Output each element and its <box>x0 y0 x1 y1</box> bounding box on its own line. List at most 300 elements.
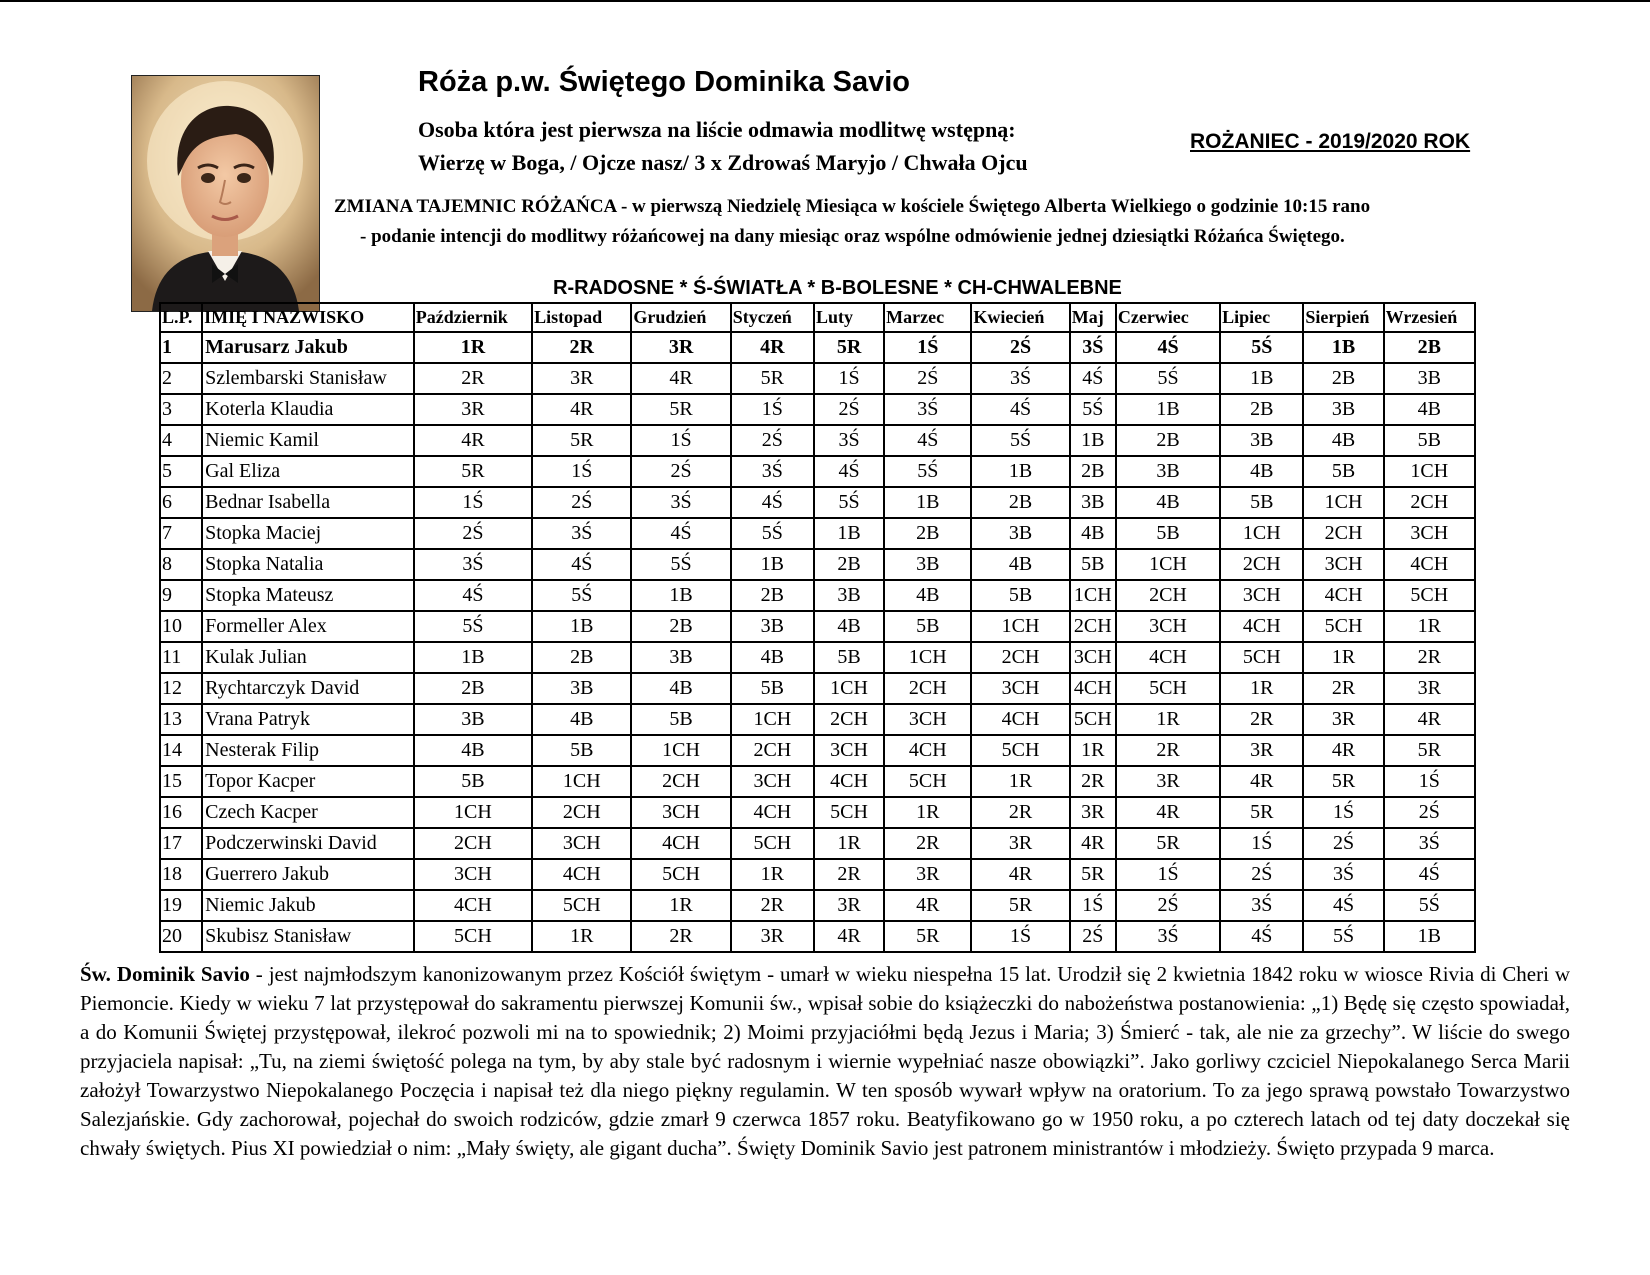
mystery-cell: 4CH <box>1384 549 1475 580</box>
mystery-cell: 5R <box>814 332 884 363</box>
mystery-cell: 3CH <box>814 735 884 766</box>
mystery-cell: 3Ś <box>532 518 631 549</box>
person-name: Stopka Maciej <box>202 518 414 549</box>
mystery-cell: 5B <box>1303 456 1383 487</box>
row-number: 8 <box>160 549 202 580</box>
person-name: Niemic Jakub <box>202 890 414 921</box>
mystery-cell: 3R <box>631 332 730 363</box>
row-number: 14 <box>160 735 202 766</box>
mystery-cell: 2R <box>731 890 814 921</box>
mystery-cell: 4B <box>731 642 814 673</box>
mystery-cell: 1CH <box>414 797 532 828</box>
person-name: Bednar Isabella <box>202 487 414 518</box>
mystery-cell: 5B <box>814 642 884 673</box>
mystery-cell: 3CH <box>1070 642 1116 673</box>
mystery-cell: 1R <box>731 859 814 890</box>
mystery-cell: 3B <box>1303 394 1383 425</box>
mystery-cell: 2R <box>631 921 730 952</box>
mystery-cell: 3R <box>1303 704 1383 735</box>
mystery-cell: 5CH <box>1220 642 1303 673</box>
mystery-cell: 2R <box>1303 673 1383 704</box>
mystery-cell: 3Ś <box>1220 890 1303 921</box>
mystery-cell: 2B <box>414 673 532 704</box>
intro-text-line-2: Wierzę w Boga, / Ojcze nasz/ 3 x Zdrowaś Maryjo / Chwała Ojcu <box>418 150 1028 175</box>
mystery-cell: 1CH <box>884 642 971 673</box>
mystery-cell: 4R <box>532 394 631 425</box>
mystery-cell: 2Ś <box>731 425 814 456</box>
mystery-cell: 4Ś <box>971 394 1069 425</box>
mystery-cell: 1B <box>1116 394 1220 425</box>
mystery-cell: 4B <box>814 611 884 642</box>
mystery-cell: 1R <box>1384 611 1475 642</box>
table-row <box>160 456 1475 487</box>
row-number: 5 <box>160 456 202 487</box>
row-number: 19 <box>160 890 202 921</box>
mystery-cell: 3B <box>1384 363 1475 394</box>
mystery-cell: 1B <box>1220 363 1303 394</box>
mystery-cell: 1Ś <box>884 332 971 363</box>
mystery-cell: 5Ś <box>1303 921 1383 952</box>
mystery-cell: 3R <box>532 363 631 394</box>
mystery-cell: 5R <box>1303 766 1383 797</box>
mystery-cell: 5R <box>631 394 730 425</box>
table-row <box>160 642 1475 673</box>
mystery-cell: 1R <box>884 797 971 828</box>
mystery-cell: 2B <box>731 580 814 611</box>
mystery-cell: 2Ś <box>1116 890 1220 921</box>
header-month: Październik <box>414 303 532 332</box>
mystery-change-note-line-1: ZMIANA TAJEMNIC RÓŻAŃCA - w pierwszą Niedzielę Miesiąca w kościele Świętego Alberta Wielkiego o godzinie 10:15 rano <box>334 196 1371 217</box>
mystery-cell: 5Ś <box>884 456 971 487</box>
mystery-cell: 5CH <box>414 921 532 952</box>
mystery-cell: 4CH <box>814 766 884 797</box>
mystery-cell: 1R <box>814 828 884 859</box>
mystery-cell: 5B <box>414 766 532 797</box>
mystery-cell: 4R <box>814 921 884 952</box>
mystery-cell: 4B <box>1116 487 1220 518</box>
mystery-cell: 1CH <box>1220 518 1303 549</box>
mystery-cell: 1CH <box>1116 549 1220 580</box>
mystery-cell: 5R <box>884 921 971 952</box>
mystery-cell: 4B <box>1070 518 1116 549</box>
mystery-cell: 2CH <box>532 797 631 828</box>
table-row <box>160 363 1475 394</box>
table-row <box>160 518 1475 549</box>
mystery-cell: 3CH <box>1116 611 1220 642</box>
mystery-cell: 4B <box>414 735 532 766</box>
mystery-cell: 3B <box>1220 425 1303 456</box>
mystery-cell: 2B <box>971 487 1069 518</box>
saint-portrait-image <box>131 75 320 312</box>
mystery-cell: 1CH <box>814 673 884 704</box>
header-month: Maj <box>1070 303 1116 332</box>
mystery-cell: 1B <box>1303 332 1383 363</box>
mystery-cell: 3B <box>971 518 1069 549</box>
mystery-cell: 2CH <box>1070 611 1116 642</box>
mystery-cell: 2Ś <box>1070 921 1116 952</box>
mystery-cell: 2Ś <box>814 394 884 425</box>
mystery-cell: 2CH <box>1116 580 1220 611</box>
mystery-cell: 1B <box>532 611 631 642</box>
mystery-cell: 2R <box>814 859 884 890</box>
mystery-cell: 5B <box>631 704 730 735</box>
mystery-cell: 5CH <box>1070 704 1116 735</box>
header-month: Lipiec <box>1220 303 1303 332</box>
mystery-cell: 1Ś <box>1116 859 1220 890</box>
mystery-cell: 2R <box>884 828 971 859</box>
mystery-cell: 5CH <box>1384 580 1475 611</box>
saint-biography <box>80 960 1570 1163</box>
mystery-cell: 1CH <box>1303 487 1383 518</box>
mystery-cell: 5Ś <box>631 549 730 580</box>
mystery-cell: 2R <box>1116 735 1220 766</box>
mystery-cell: 2B <box>532 642 631 673</box>
row-number: 9 <box>160 580 202 611</box>
mystery-cell: 3Ś <box>414 549 532 580</box>
mystery-cell: 3R <box>1384 673 1475 704</box>
mystery-cell: 3R <box>731 921 814 952</box>
mystery-cell: 4Ś <box>1303 890 1383 921</box>
row-number: 3 <box>160 394 202 425</box>
table-row <box>160 332 1475 363</box>
mystery-cell: 2Ś <box>532 487 631 518</box>
mystery-cell: 3Ś <box>1116 921 1220 952</box>
mystery-cell: 1CH <box>731 704 814 735</box>
mystery-cell: 1R <box>1220 673 1303 704</box>
header-month: Wrzesień <box>1384 303 1475 332</box>
person-name: Nesterak Filip <box>202 735 414 766</box>
mystery-cell: 3CH <box>1384 518 1475 549</box>
mystery-cell: 3B <box>631 642 730 673</box>
mystery-cell: 4Ś <box>414 580 532 611</box>
mystery-cell: 4CH <box>1303 580 1383 611</box>
header-month: Listopad <box>532 303 631 332</box>
row-number: 4 <box>160 425 202 456</box>
mystery-cell: 3CH <box>1220 580 1303 611</box>
mystery-cell: 5CH <box>631 859 730 890</box>
table-row <box>160 859 1475 890</box>
table-row <box>160 394 1475 425</box>
mystery-cell: 5R <box>1220 797 1303 828</box>
mystery-cell: 1Ś <box>1384 766 1475 797</box>
mystery-cell: 4Ś <box>731 487 814 518</box>
mystery-cell: 3Ś <box>1070 332 1116 363</box>
row-number: 7 <box>160 518 202 549</box>
mystery-cell: 2R <box>1220 704 1303 735</box>
mystery-cell: 2CH <box>1384 487 1475 518</box>
mystery-cell: 3CH <box>414 859 532 890</box>
mystery-cell: 5R <box>1070 859 1116 890</box>
mystery-cell: 4CH <box>414 890 532 921</box>
mystery-cell: 3CH <box>1303 549 1383 580</box>
mystery-change-note-line-2: - podanie intencji do modlitwy różańcowej na dany miesiąc oraz wspólne odmówienie jednej dziesiątki Różańca Świętego. <box>360 226 1345 247</box>
mystery-cell: 2Ś <box>971 332 1069 363</box>
row-number: 17 <box>160 828 202 859</box>
person-name: Gal Eliza <box>202 456 414 487</box>
header-month: Luty <box>814 303 884 332</box>
mystery-cell: 4R <box>1220 766 1303 797</box>
mystery-cell: 1Ś <box>532 456 631 487</box>
mystery-cell: 1B <box>414 642 532 673</box>
mystery-cell: 5CH <box>532 890 631 921</box>
mystery-cell: 4CH <box>1070 673 1116 704</box>
mystery-cell: 2B <box>1303 363 1383 394</box>
header-month: Grudzień <box>631 303 730 332</box>
mystery-cell: 4R <box>731 332 814 363</box>
mystery-cell: 5CH <box>731 828 814 859</box>
mystery-cell: 4B <box>1220 456 1303 487</box>
table-row <box>160 797 1475 828</box>
mystery-cell: 5B <box>971 580 1069 611</box>
table-row <box>160 890 1475 921</box>
row-number: 1 <box>160 332 202 363</box>
mystery-cell: 5Ś <box>971 425 1069 456</box>
rosary-schedule-table <box>159 302 1476 953</box>
mystery-cell: 1R <box>414 332 532 363</box>
person-name: Stopka Natalia <box>202 549 414 580</box>
person-name: Niemic Kamil <box>202 425 414 456</box>
mystery-cell: 4Ś <box>814 456 884 487</box>
mystery-cell: 1CH <box>971 611 1069 642</box>
row-number: 15 <box>160 766 202 797</box>
row-number: 20 <box>160 921 202 952</box>
table-row <box>160 549 1475 580</box>
mystery-cell: 1CH <box>1384 456 1475 487</box>
mystery-cell: 4Ś <box>1116 332 1220 363</box>
mystery-cell: 1B <box>731 549 814 580</box>
bio-saint-name: Św. Dominik Savio <box>80 962 250 986</box>
mystery-cell: 3B <box>814 580 884 611</box>
mystery-cell: 2Ś <box>1384 797 1475 828</box>
mystery-cell: 1Ś <box>971 921 1069 952</box>
mystery-cell: 1Ś <box>414 487 532 518</box>
mystery-cell: 4Ś <box>1070 363 1116 394</box>
person-name: Formeller Alex <box>202 611 414 642</box>
mystery-cell: 2R <box>1070 766 1116 797</box>
person-name: Rychtarczyk David <box>202 673 414 704</box>
table-row <box>160 425 1475 456</box>
top-border-line <box>0 0 1650 2</box>
mystery-cell: 4R <box>884 890 971 921</box>
mystery-cell: 5Ś <box>1070 394 1116 425</box>
row-number: 16 <box>160 797 202 828</box>
mystery-cell: 4Ś <box>1384 859 1475 890</box>
mystery-cell: 5R <box>1116 828 1220 859</box>
intro-text-line-1: Osoba która jest pierwsza na liście odmawia modlitwę wstępną: <box>418 117 1016 142</box>
mystery-cell: 3R <box>884 859 971 890</box>
mystery-cell: 3R <box>1116 766 1220 797</box>
table-row <box>160 704 1475 735</box>
mystery-cell: 5CH <box>971 735 1069 766</box>
mystery-cell: 1Ś <box>631 425 730 456</box>
mystery-cell: 1B <box>1384 921 1475 952</box>
row-number: 18 <box>160 859 202 890</box>
mystery-cell: 5CH <box>884 766 971 797</box>
mystery-cell: 2B <box>1220 394 1303 425</box>
header-month: Kwiecień <box>971 303 1069 332</box>
mystery-cell: 2B <box>884 518 971 549</box>
mystery-cell: 5CH <box>1116 673 1220 704</box>
mystery-cell: 3Ś <box>1384 828 1475 859</box>
person-name: Topor Kacper <box>202 766 414 797</box>
mystery-cell: 2B <box>814 549 884 580</box>
mystery-cell: 4Ś <box>532 549 631 580</box>
mystery-cell: 2CH <box>1303 518 1383 549</box>
mystery-cell: 2Ś <box>631 456 730 487</box>
mystery-cell: 2CH <box>731 735 814 766</box>
mystery-cell: 3Ś <box>814 425 884 456</box>
person-name: Vrana Patryk <box>202 704 414 735</box>
mystery-cell: 4R <box>631 363 730 394</box>
mystery-cell: 2CH <box>814 704 884 735</box>
mystery-cell: 3B <box>1070 487 1116 518</box>
mystery-cell: 5B <box>731 673 814 704</box>
page-title: Róża p.w. Świętego Dominika Savio <box>418 66 911 98</box>
mystery-cell: 3R <box>1220 735 1303 766</box>
mystery-cell: 1R <box>1303 642 1383 673</box>
person-name: Stopka Mateusz <box>202 580 414 611</box>
mystery-cell: 5B <box>884 611 971 642</box>
mystery-cell: 2B <box>1070 456 1116 487</box>
header-month: Sierpień <box>1303 303 1383 332</box>
person-name: Guerrero Jakub <box>202 859 414 890</box>
mystery-cell: 4CH <box>1220 611 1303 642</box>
mystery-cell: 5R <box>414 456 532 487</box>
table-row <box>160 487 1475 518</box>
table-row <box>160 735 1475 766</box>
mystery-cell: 3Ś <box>884 394 971 425</box>
mystery-cell: 4B <box>1384 394 1475 425</box>
mystery-cell: 1R <box>1116 704 1220 735</box>
mystery-cell: 3R <box>971 828 1069 859</box>
mystery-cell: 3R <box>414 394 532 425</box>
mystery-cell: 3CH <box>532 828 631 859</box>
table-row <box>160 828 1475 859</box>
header-lp: L.P. <box>160 303 202 332</box>
mystery-cell: 2B <box>1116 425 1220 456</box>
mystery-cell: 2CH <box>1220 549 1303 580</box>
mystery-cell: 4R <box>1116 797 1220 828</box>
mystery-cell: 5Ś <box>1220 332 1303 363</box>
person-name: Skubisz Stanisław <box>202 921 414 952</box>
mystery-cell: 3CH <box>884 704 971 735</box>
mystery-cell: 3B <box>414 704 532 735</box>
mystery-cell: 5R <box>532 425 631 456</box>
mystery-cell: 2CH <box>884 673 971 704</box>
mystery-cell: 4Ś <box>884 425 971 456</box>
mystery-cell: 4CH <box>884 735 971 766</box>
mystery-cell: 3Ś <box>631 487 730 518</box>
mystery-cell: 2R <box>1384 642 1475 673</box>
table-row <box>160 580 1475 611</box>
table-row <box>160 766 1475 797</box>
mystery-cell: 2R <box>414 363 532 394</box>
mystery-cell: 2CH <box>414 828 532 859</box>
mystery-cell: 3R <box>1070 797 1116 828</box>
mystery-cell: 2B <box>1384 332 1475 363</box>
mystery-cell: 1B <box>1070 425 1116 456</box>
mystery-cell: 5B <box>532 735 631 766</box>
mystery-cell: 1B <box>814 518 884 549</box>
mystery-cell: 4R <box>971 859 1069 890</box>
header-month: Czerwiec <box>1116 303 1220 332</box>
bio-text: - jest najmłodszym kanonizowanym przez Kościół świętym - umarł w wieku niespełna 15 lat. Urodził się 2 kwietnia 1842 roku w wiosce Rivia di Cheri w Piemoncie. Kiedy w wieku 7 lat przystępował do sakramentu pierwszej Komunii św., wpisał sobie do książeczki do nabożeństwa postanowienia: „1) Będę się często spowiadał, a do Komunii Świętej przystępował, ilekroć pozwoli mi na to spowiednik; 2) Moimi przyjaciółmi będą Jezus i Maria; 3) Śmierć - tak, ale nie za grzechy”. W liście do swego przyjaciela napisał: „Tu, na ziemi świętość polega na tym, by aby stale być radosnym i wiernie wypełniać nasze obowiązki”. Jako gorliwy czciciel Niepokalanego Serca Marii założył Towarzystwo Niepokalanego Poczęcia i napisał też dla niego piękny regulamin. W ten sposób wywarł wpływ na oratorium. To za jego sprawą powstało Towarzystwo Salezjańskie. Gdy zachorował, pojechał do swoich rodziców, gdzie zmarł 9 czerwca 1857 roku. Beatyfikowano go w 1950 roku, a po czterech latach od tej daty doczekał się chwały świętych. Pius XI powiedział o nim: „Mały święty, ale gigant ducha”. Święty Dominik Savio jest patronem ministrantów i młodzieży. Święto przypada 9 marca. <box>80 962 1571 1160</box>
mystery-cell: 4B <box>884 580 971 611</box>
table-body <box>160 332 1475 952</box>
mystery-cell: 2Ś <box>414 518 532 549</box>
mystery-cell: 1Ś <box>1070 890 1116 921</box>
mystery-cell: 5B <box>1070 549 1116 580</box>
mystery-cell: 1CH <box>1070 580 1116 611</box>
mystery-cell: 5R <box>731 363 814 394</box>
mystery-cell: 3CH <box>631 797 730 828</box>
mystery-cell: 2CH <box>631 766 730 797</box>
mystery-cell: 4R <box>1303 735 1383 766</box>
mystery-cell: 5Ś <box>532 580 631 611</box>
mystery-cell: 4B <box>532 704 631 735</box>
mystery-cell: 1Ś <box>814 363 884 394</box>
mystery-cell: 5Ś <box>814 487 884 518</box>
mystery-cell: 1B <box>631 580 730 611</box>
mystery-cell: 4CH <box>532 859 631 890</box>
mystery-cell: 1CH <box>631 735 730 766</box>
mystery-cell: 5Ś <box>1116 363 1220 394</box>
header-month: Marzec <box>884 303 971 332</box>
person-name: Kulak Julian <box>202 642 414 673</box>
mystery-cell: 4R <box>414 425 532 456</box>
mystery-cell: 1B <box>971 456 1069 487</box>
mystery-cell: 4R <box>1070 828 1116 859</box>
person-name: Czech Kacper <box>202 797 414 828</box>
row-number: 11 <box>160 642 202 673</box>
mysteries-legend: R-RADOSNE * Ś-ŚWIATŁA * B-BOLESNE * CH-CHWALEBNE <box>553 277 1122 299</box>
mystery-cell: 5B <box>1116 518 1220 549</box>
mystery-cell: 3B <box>884 549 971 580</box>
person-name: Podczerwinski David <box>202 828 414 859</box>
mystery-cell: 3B <box>731 611 814 642</box>
table-row <box>160 921 1475 952</box>
mystery-cell: 2B <box>631 611 730 642</box>
table-header-row <box>160 303 1475 332</box>
mystery-cell: 3CH <box>971 673 1069 704</box>
mystery-cell: 2R <box>971 797 1069 828</box>
mystery-cell: 1Ś <box>1220 828 1303 859</box>
mystery-cell: 2R <box>532 332 631 363</box>
mystery-cell: 4CH <box>1116 642 1220 673</box>
mystery-cell: 1CH <box>532 766 631 797</box>
mystery-cell: 1Ś <box>1303 797 1383 828</box>
row-number: 13 <box>160 704 202 735</box>
mystery-cell: 3Ś <box>971 363 1069 394</box>
person-name: Koterla Klaudia <box>202 394 414 425</box>
mystery-cell: 4CH <box>971 704 1069 735</box>
person-name: Marusarz Jakub <box>202 332 414 363</box>
mystery-cell: 2CH <box>971 642 1069 673</box>
table-row <box>160 611 1475 642</box>
mystery-cell: 4CH <box>631 828 730 859</box>
table-row <box>160 673 1475 704</box>
mystery-cell: 3R <box>814 890 884 921</box>
mystery-cell: 3CH <box>731 766 814 797</box>
mystery-cell: 3B <box>1116 456 1220 487</box>
mystery-cell: 5R <box>971 890 1069 921</box>
row-number: 12 <box>160 673 202 704</box>
rosary-year-heading: ROŻANIEC - 2019/2020 ROK <box>1190 130 1471 153</box>
mystery-cell: 4R <box>1384 704 1475 735</box>
header-name: IMIĘ I NAZWISKO <box>202 303 414 332</box>
mystery-cell: 1R <box>1070 735 1116 766</box>
mystery-cell: 4Ś <box>631 518 730 549</box>
